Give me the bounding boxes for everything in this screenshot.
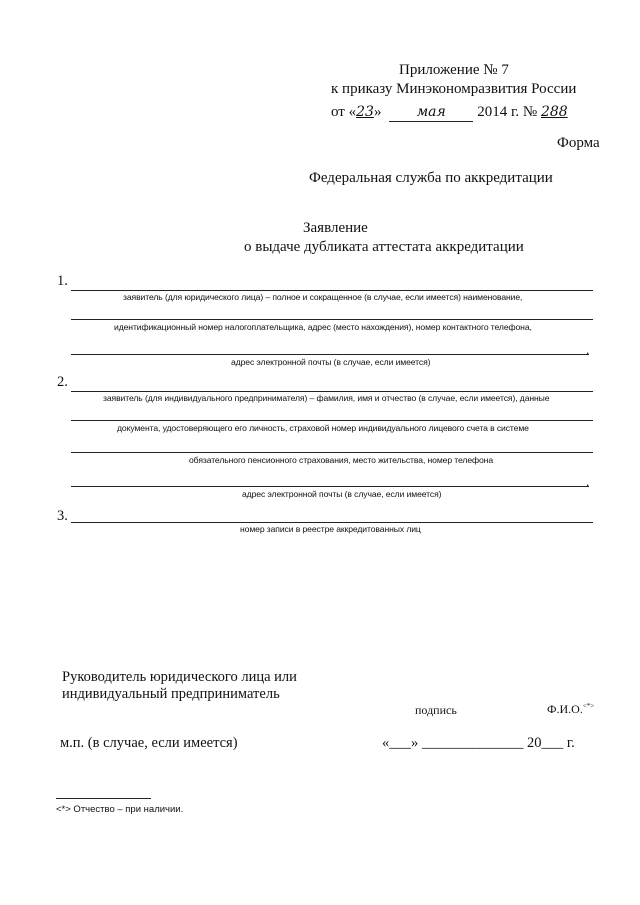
section-2-caption-2: документа, удостоверяющего его личность, страховой номер индивидуального лицевого счета в системе xyxy=(117,423,529,433)
footnote-separator xyxy=(56,798,151,799)
fio-label: Ф.И.О. xyxy=(547,702,583,716)
section-1-number: 1. xyxy=(57,273,68,289)
signature-label: подпись xyxy=(415,703,457,717)
footnote-text: <*> Отчество – при наличии. xyxy=(56,804,184,815)
section-2-caption-4: адрес электронной почты (в случае, если имеется) xyxy=(242,489,442,499)
fio-label-group xyxy=(547,702,594,717)
document-subtitle: о выдаче дубликата аттестата аккредитации xyxy=(244,239,524,255)
section-2-number: 2. xyxy=(57,374,68,390)
order-day: 23 xyxy=(356,104,374,120)
section-3-number: 3. xyxy=(57,508,68,524)
order-month-field xyxy=(389,104,473,122)
document-title: Заявление xyxy=(303,220,368,236)
section-2-caption-1: заявитель (для индивидуального предпринимателя) – фамилия, имя и отчество (в случае, если имеется), данные xyxy=(103,393,550,403)
order-year-text: 2014 г. № xyxy=(477,104,538,120)
agency-name: Федеральная служба по аккредитации xyxy=(309,170,553,186)
stamp-label: м.п. (в случае, если имеется) xyxy=(60,735,238,751)
section-2-field-2 xyxy=(71,420,593,421)
order-date-line xyxy=(331,104,568,122)
section-3-caption-1: номер записи в реестре аккредитованных лиц xyxy=(240,524,421,534)
appendix-label: Приложение № 7 xyxy=(399,62,509,78)
signature-head-line-2: индивидуальный предприниматель xyxy=(62,686,280,702)
date-mid: » xyxy=(373,104,382,120)
section-2-caption-3: обязательного пенсионного страхования, место жительства, номер телефона xyxy=(189,455,493,465)
section-1-field-2 xyxy=(71,319,593,320)
order-number: 288 xyxy=(540,104,568,120)
order-reference: к приказу Минэкономразвития России xyxy=(331,81,577,97)
fio-footnote-mark: <*> xyxy=(582,702,595,710)
section-2-field-3 xyxy=(71,452,593,453)
signature-head-line-1: Руководитель юридического лица или xyxy=(62,669,297,685)
section-2-field-4 xyxy=(71,486,589,487)
signature-date-line: «___» ______________ 20___ г. xyxy=(382,735,575,751)
date-prefix: от « xyxy=(331,104,357,120)
section-1-caption-2: идентификационный номер налогоплательщика, адрес (место нахождения), номер контактного телефона, xyxy=(114,322,532,332)
section-1-field-3 xyxy=(71,354,589,355)
form-label: Форма xyxy=(557,135,600,151)
order-month: мая xyxy=(416,104,446,120)
section-1-caption-1: заявитель (для юридического лица) – полное и сокращенное (в случае, если имеется) наименование, xyxy=(123,292,523,302)
section-3-field-1 xyxy=(71,522,593,523)
section-1-field-1 xyxy=(71,290,593,291)
section-2-end-mark: . xyxy=(586,474,590,489)
section-1-caption-3: адрес электронной почты (в случае, если имеется) xyxy=(231,357,431,367)
section-1-end-mark: . xyxy=(586,342,590,357)
section-2-field-1 xyxy=(71,391,593,392)
